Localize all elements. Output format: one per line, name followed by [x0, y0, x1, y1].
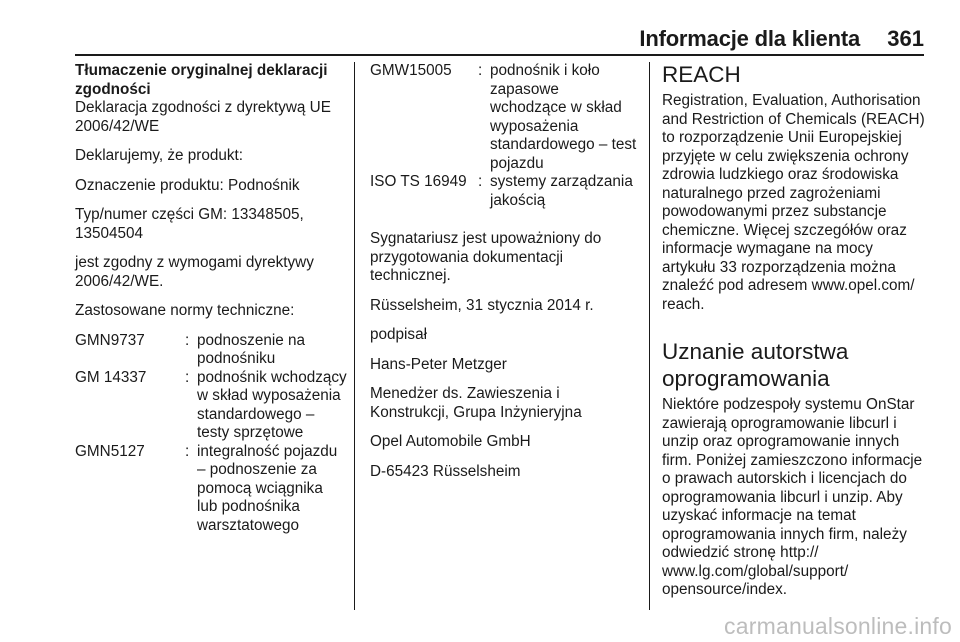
- norm-description: podnośnik i koło zapasowe wchodzące w skład wyposażenia standardowego – test pojazdu: [490, 62, 637, 172]
- norm-separator: :: [185, 442, 190, 460]
- page-header: [0, 0, 960, 54]
- paragraph: podpisał: [370, 326, 427, 343]
- norm-description: podnośnik wchodzący w skład wyposażenia standardowego – testy sprzętowe: [197, 368, 347, 441]
- paragraph: D-65423 Rüsselsheim: [370, 462, 521, 480]
- norm-separator: :: [185, 331, 190, 349]
- reach-title: REACH: [662, 62, 741, 87]
- column-divider: [354, 62, 355, 610]
- page-number: 361: [887, 26, 924, 51]
- norm-code: GMW15005: [370, 62, 452, 79]
- paragraph: Rüsselsheim, 31 stycznia 2014 r.: [370, 296, 594, 314]
- paragraph: Oznaczenie produktu: Podnośnik: [75, 176, 300, 194]
- declaration-heading: Tłumaczenie oryginalnej deklaracji zgodności: [75, 62, 328, 98]
- column-divider: [649, 62, 650, 610]
- paragraph: Menedżer ds. Zawieszenia i Konstrukcji, Grupa Inżynieryjna: [370, 385, 582, 421]
- norm-row: [370, 173, 638, 210]
- column-left: [75, 62, 347, 535]
- norm-code: ISO TS 16949: [370, 173, 467, 190]
- column-middle: [370, 62, 638, 492]
- norm-row: [75, 443, 347, 536]
- norm-separator: :: [185, 368, 190, 386]
- norm-code: GM 14337: [75, 368, 147, 386]
- paragraph: Zastosowane normy techniczne:: [75, 302, 295, 319]
- norm-row: [75, 369, 347, 443]
- norm-row: [75, 332, 347, 369]
- norm-description: integralność pojazdu – podnoszenie za pomocą wciągnika lub podnośnika warsztatowego: [197, 442, 338, 534]
- header-title: Informacje dla klienta: [639, 26, 860, 51]
- norm-description: systemy zarządzania jakością: [490, 173, 633, 209]
- header-rule: [75, 54, 924, 56]
- paragraph: Deklarujemy, że produkt:: [75, 147, 244, 164]
- software-title: Uznanie autorstwa oprogramowania: [662, 339, 849, 391]
- paragraph: Sygnatariusz jest upoważniony do przygotowania dokumentacji technicznej.: [370, 230, 602, 284]
- column-right: [662, 62, 926, 611]
- norm-code: GMN9737: [75, 331, 145, 349]
- norm-separator: :: [478, 62, 483, 79]
- paragraph: Opel Automobile GmbH: [370, 433, 531, 450]
- paragraph: Hans-Peter Metzger: [370, 355, 507, 373]
- norm-row: [370, 62, 638, 173]
- norm-code: GMN5127: [75, 442, 145, 460]
- paragraph: jest zgodny z wymogami dyrektywy 2006/42/WE.: [75, 254, 314, 290]
- watermark: carmanualsonline.info: [724, 613, 952, 639]
- paragraph: Typ/numer części GM: 13348505, 13504504: [75, 206, 304, 242]
- reach-paragraph: Registration, Evaluation, Authorisation and Restriction of Chemicals (REACH) to rozporządzenie Unii Europejskiej przyjęte w celu zwiększenia ochrony zdrowia ludzkiego oraz środowiska naturalnego przed zagrożeniami powodowanymi przez substancje chemiczne. Więcej szczegółów oraz informacje wymagane na mocy artykułu 33 rozporządzenia można znaleźć pod adresem www.opel.com/ reach.: [662, 92, 925, 313]
- norm-description: podnoszenie na podnośniku: [197, 331, 306, 367]
- paragraph: Deklaracja zgodności z dyrektywą UE 2006/42/WE: [75, 99, 331, 135]
- software-paragraph: Niektóre podzespoły systemu OnStar zawierają oprogramowanie libcurl i unzip oraz oprogramowanie innych firm. Poniżej zamieszczono informacje o prawach autorskich i licencjach do oprogramowania libcurl i unzip. Aby uzyskać informacje na temat oprogramowania innych firm, należy odwiedzić stronę http:// www.lg.com/global/support/ opensource/index.: [662, 396, 923, 598]
- norm-separator: :: [478, 173, 483, 190]
